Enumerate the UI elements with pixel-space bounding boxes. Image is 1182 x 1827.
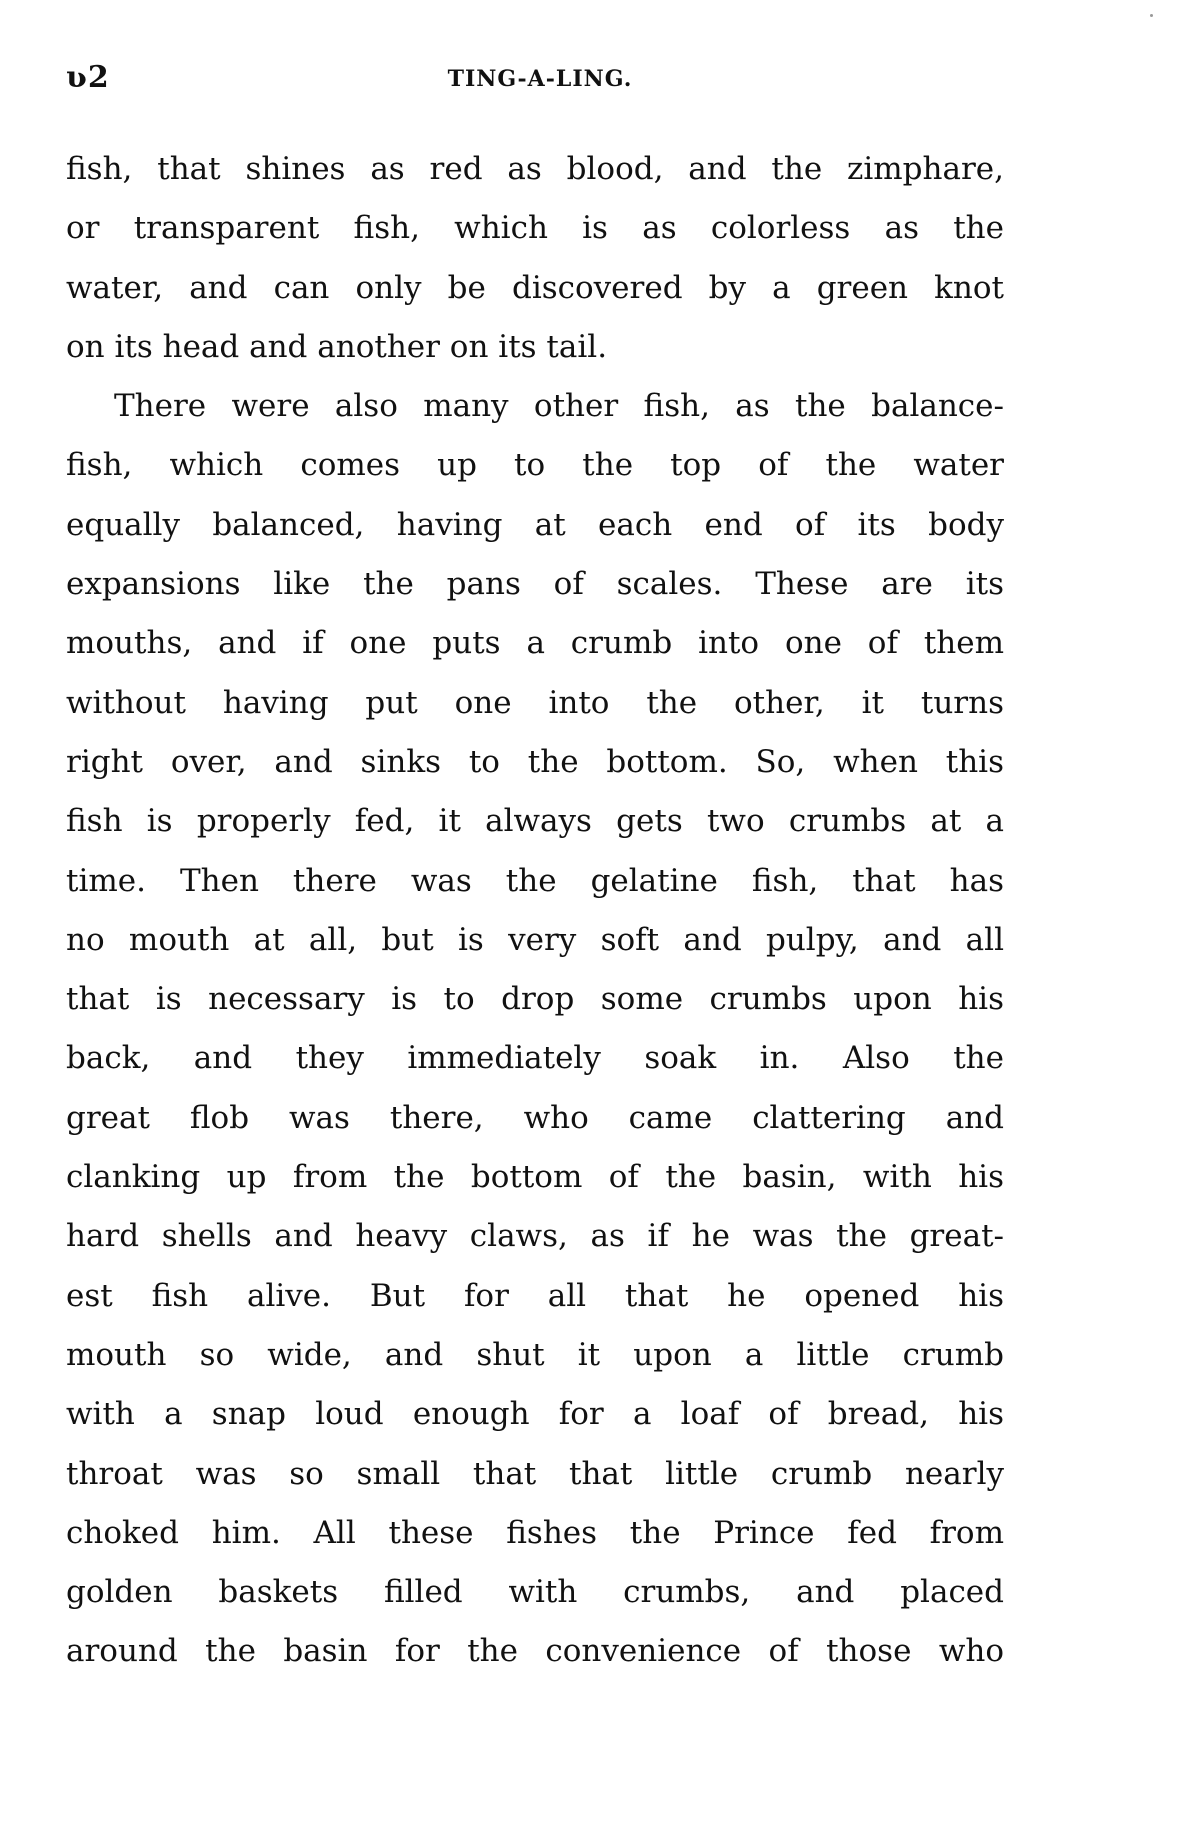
text-line: great flob was there, who came clattering and	[66, 1099, 1004, 1136]
text-line: hard shells and heavy claws, as if he was the great-	[66, 1218, 1004, 1255]
text-line: fish is properly fed, it always gets two crumbs at a	[66, 803, 1004, 840]
print-speck	[1150, 14, 1153, 17]
page-header	[66, 60, 1014, 100]
text-line: est fish alive. But for all that he opened his	[66, 1277, 1004, 1314]
page-number: ʋ2	[66, 60, 110, 95]
text-line: back, and they immediately soak in. Also the	[66, 1040, 1004, 1077]
text-line: equally balanced, having at each end of its body	[66, 506, 1004, 543]
text-line: or transparent fish, which is as colorless as the	[66, 210, 1004, 247]
text-line: that is necessary is to drop some crumbs upon his	[66, 981, 1004, 1018]
text-line: without having put one into the other, it turns	[66, 684, 1004, 721]
text-line: expansions like the pans of scales. These are its	[66, 566, 1004, 603]
text-line: mouths, and if one puts a crumb into one of them	[66, 625, 1004, 662]
text-line: time. Then there was the gelatine fish, that has	[66, 862, 1004, 899]
text-line: fish, that shines as red as blood, and the zimphare,	[66, 151, 1004, 187]
text-line: on its head and another on its tail.	[66, 328, 608, 365]
text-line: clanking up from the bottom of the basin, with his	[66, 1159, 1004, 1196]
text-line: throat was so small that that little crumb nearly	[66, 1455, 1004, 1492]
text-line: with a snap loud enough for a loaf of bread, his	[66, 1396, 1004, 1433]
text-line: right over, and sinks to the bottom. So, when this	[66, 743, 1004, 780]
text-line: golden baskets filled with crumbs, and placed	[66, 1574, 1004, 1611]
body-text	[66, 140, 1004, 1682]
text-line: mouth so wide, and shut it upon a little crumb	[66, 1336, 1004, 1373]
text-line: fish, which comes up to the top of the water	[66, 447, 1004, 484]
text-line: There were also many other fish, as the balance-	[114, 388, 1004, 425]
text-line: water, and can only be discovered by a green knot	[66, 269, 1004, 306]
running-title: TING-A-LING.	[447, 66, 633, 92]
text-line: choked him. All these fishes the Prince fed from	[66, 1514, 1004, 1551]
text-line: around the basin for the convenience of those who	[66, 1633, 1004, 1670]
text-line: no mouth at all, but is very soft and pulpy, and all	[66, 921, 1004, 958]
